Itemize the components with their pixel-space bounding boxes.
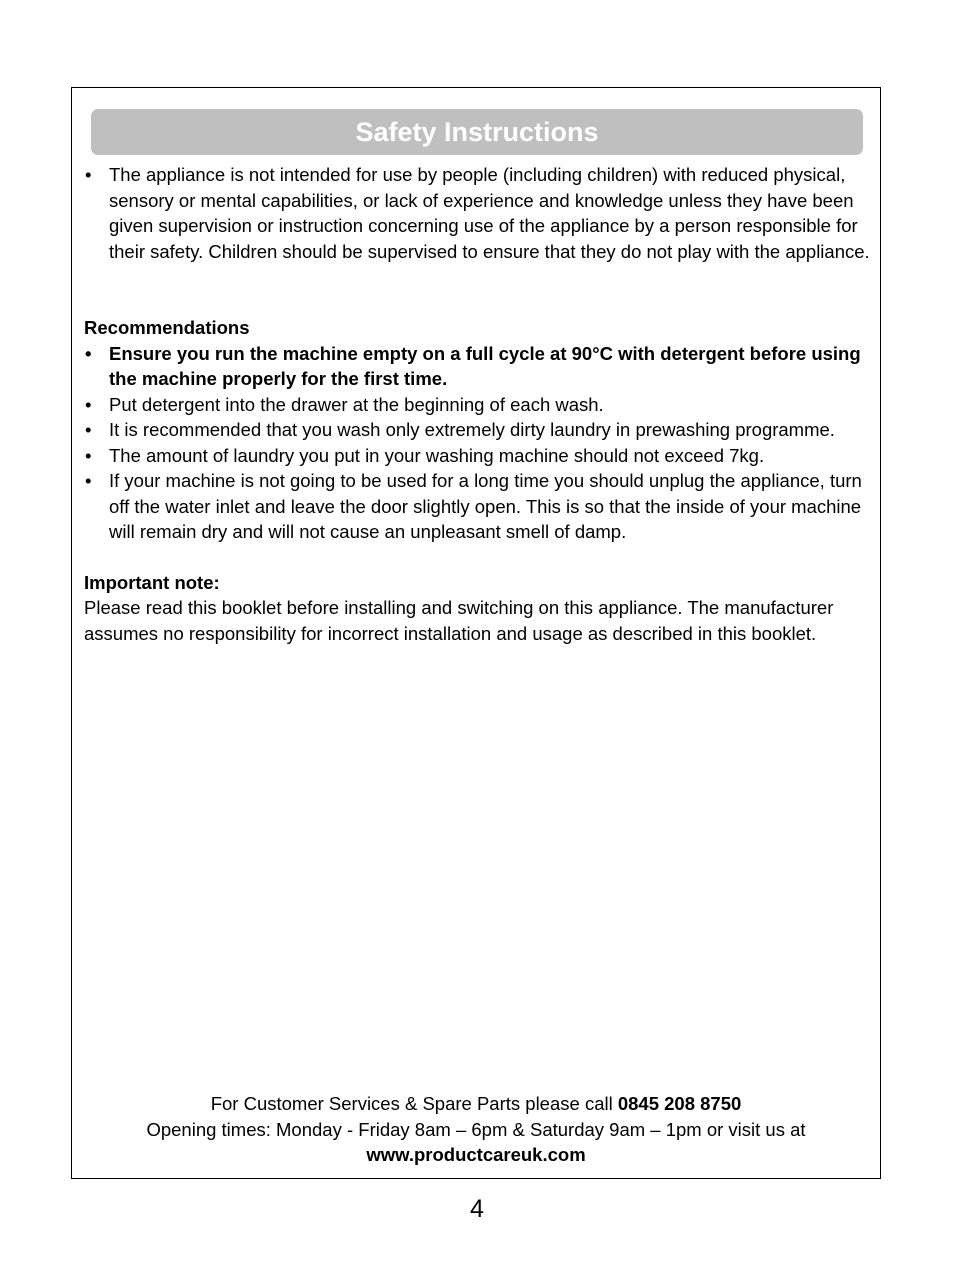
footer <box>71 1091 881 1168</box>
website-link[interactable]: www.productcareuk.com <box>366 1144 586 1165</box>
list-item <box>84 468 874 545</box>
title-banner <box>91 109 863 155</box>
list-item <box>84 417 874 443</box>
list-item-text: Ensure you run the machine empty on a full cycle at 90°C with detergent before using the machine properly for the first time. <box>109 342 861 389</box>
list-item <box>84 392 874 418</box>
bullet-icon: • <box>85 342 92 364</box>
list-item-text: It is recommended that you wash only extremely dirty laundry in prewashing programme. <box>109 419 835 440</box>
recommendations-heading: Recommendations <box>84 317 250 338</box>
page-number: 4 <box>470 1195 484 1223</box>
important-note-heading: Important note: <box>84 571 220 593</box>
intro-list <box>84 162 874 264</box>
opening-times: Opening times: Monday - Friday 8am – 6pm & Saturday 9am – 1pm or visit us at <box>146 1118 806 1140</box>
customer-services-text: For Customer Services & Spare Parts please call <box>210 1093 618 1114</box>
bullet-icon: • <box>85 444 92 466</box>
list-item-text: The amount of laundry you put in your washing machine should not exceed 7kg. <box>109 444 765 466</box>
phone-number: 0845 208 8750 <box>617 1093 742 1114</box>
important-note-text: Please read this booklet before installing and switching on this appliance. The manufacturer assumes no responsibility for incorrect installation and usage as described in this booklet. <box>84 597 834 644</box>
customer-services-line <box>71 1091 881 1117</box>
list-item <box>84 341 874 392</box>
bullet-icon: • <box>85 393 92 415</box>
bullet-icon: • <box>85 470 92 491</box>
bullet-icon: • <box>85 419 92 440</box>
list-item-text: The appliance is not intended for use by people (including children) with reduced physical, sensory or mental capabilities, or lack of experience and knowledge unless they have been given supervision or instruction concerning use of the appliance by a person responsible for their safety. Children should be supervised to ensure that they do not play with the appliance. <box>109 164 870 262</box>
list-item <box>84 443 874 469</box>
page-title: Safety Instructions <box>355 116 599 147</box>
list-item-text: Put detergent into the drawer at the beginning of each wash. <box>109 393 604 415</box>
bullet-icon: • <box>85 164 92 185</box>
main-content <box>84 162 874 646</box>
recommendations-list <box>84 341 874 545</box>
list-item <box>84 162 874 264</box>
list-item-text: If your machine is not going to be used for a long time you should unplug the appliance, turn off the water inlet and leave the door slightly open. This is so that the inside of your machine will remain dry and will not cause an unpleasant smell of damp. <box>109 470 862 542</box>
